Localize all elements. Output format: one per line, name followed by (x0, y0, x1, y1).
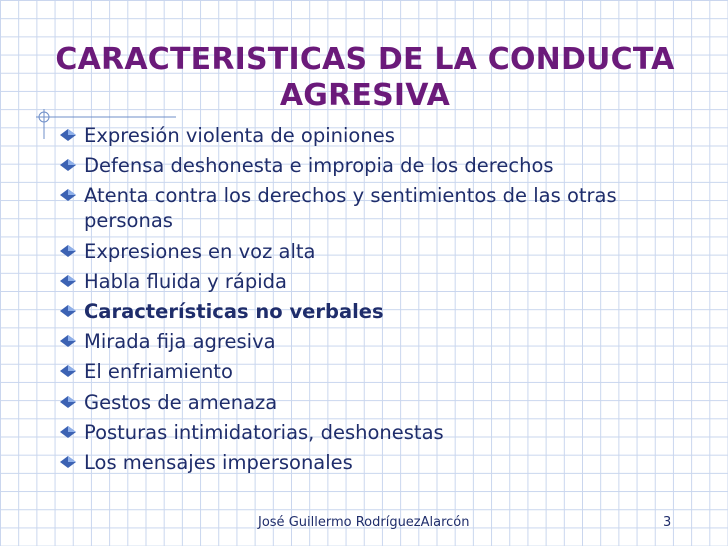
title-line-2: AGRESIVA (279, 78, 451, 114)
bullet-text: Mirada fija agresiva (84, 330, 276, 354)
diamond-bullet-icon (60, 245, 76, 257)
bullet-text: Habla fluida y rápida (84, 269, 287, 293)
bullet-list (58, 123, 668, 480)
bullet-text: Atenta contra los derechos y sentimientos de las otras personas (84, 184, 617, 233)
bullet-item (58, 299, 668, 324)
title-line-1: CARACTERISTICAS DE LA CONDUCTA (55, 42, 675, 78)
slide-footer: José Guillermo RodríguezAlarcón (258, 515, 470, 530)
page-number: 3 (663, 515, 672, 530)
bullet-text: Expresión violenta de opiniones (84, 124, 395, 147)
bullet-item (58, 390, 668, 415)
bullet-text: El enfriamiento (84, 360, 233, 384)
bullet-item (58, 420, 668, 445)
bullet-text: Posturas intimidatorias, deshonestas (84, 420, 444, 444)
diamond-bullet-icon (60, 305, 76, 317)
bullet-item (58, 329, 668, 354)
bullet-text: Gestos de amenaza (84, 390, 278, 414)
diamond-bullet-icon (60, 129, 76, 141)
diamond-bullet-icon (60, 189, 76, 201)
bullet-item (58, 450, 668, 475)
bullet-text: Expresiones en voz alta (84, 239, 316, 263)
bullet-item (58, 359, 668, 384)
bullet-item (58, 269, 668, 294)
slide-title (40, 42, 690, 114)
diamond-bullet-icon (60, 159, 76, 171)
diamond-bullet-icon (60, 335, 76, 347)
diamond-bullet-icon (60, 275, 76, 287)
bullet-item (58, 239, 668, 264)
diamond-bullet-icon (60, 426, 76, 438)
diamond-bullet-icon (60, 456, 76, 468)
diamond-bullet-icon (60, 365, 76, 377)
bullet-item (58, 183, 668, 233)
diamond-bullet-icon (60, 396, 76, 408)
bullet-text: Características no verbales (84, 299, 384, 323)
bullet-item (58, 153, 668, 178)
bullet-text: Los mensajes impersonales (84, 450, 353, 474)
bullet-item (58, 123, 668, 148)
bullet-text: Defensa deshonesta e impropia de los derechos (84, 154, 554, 178)
